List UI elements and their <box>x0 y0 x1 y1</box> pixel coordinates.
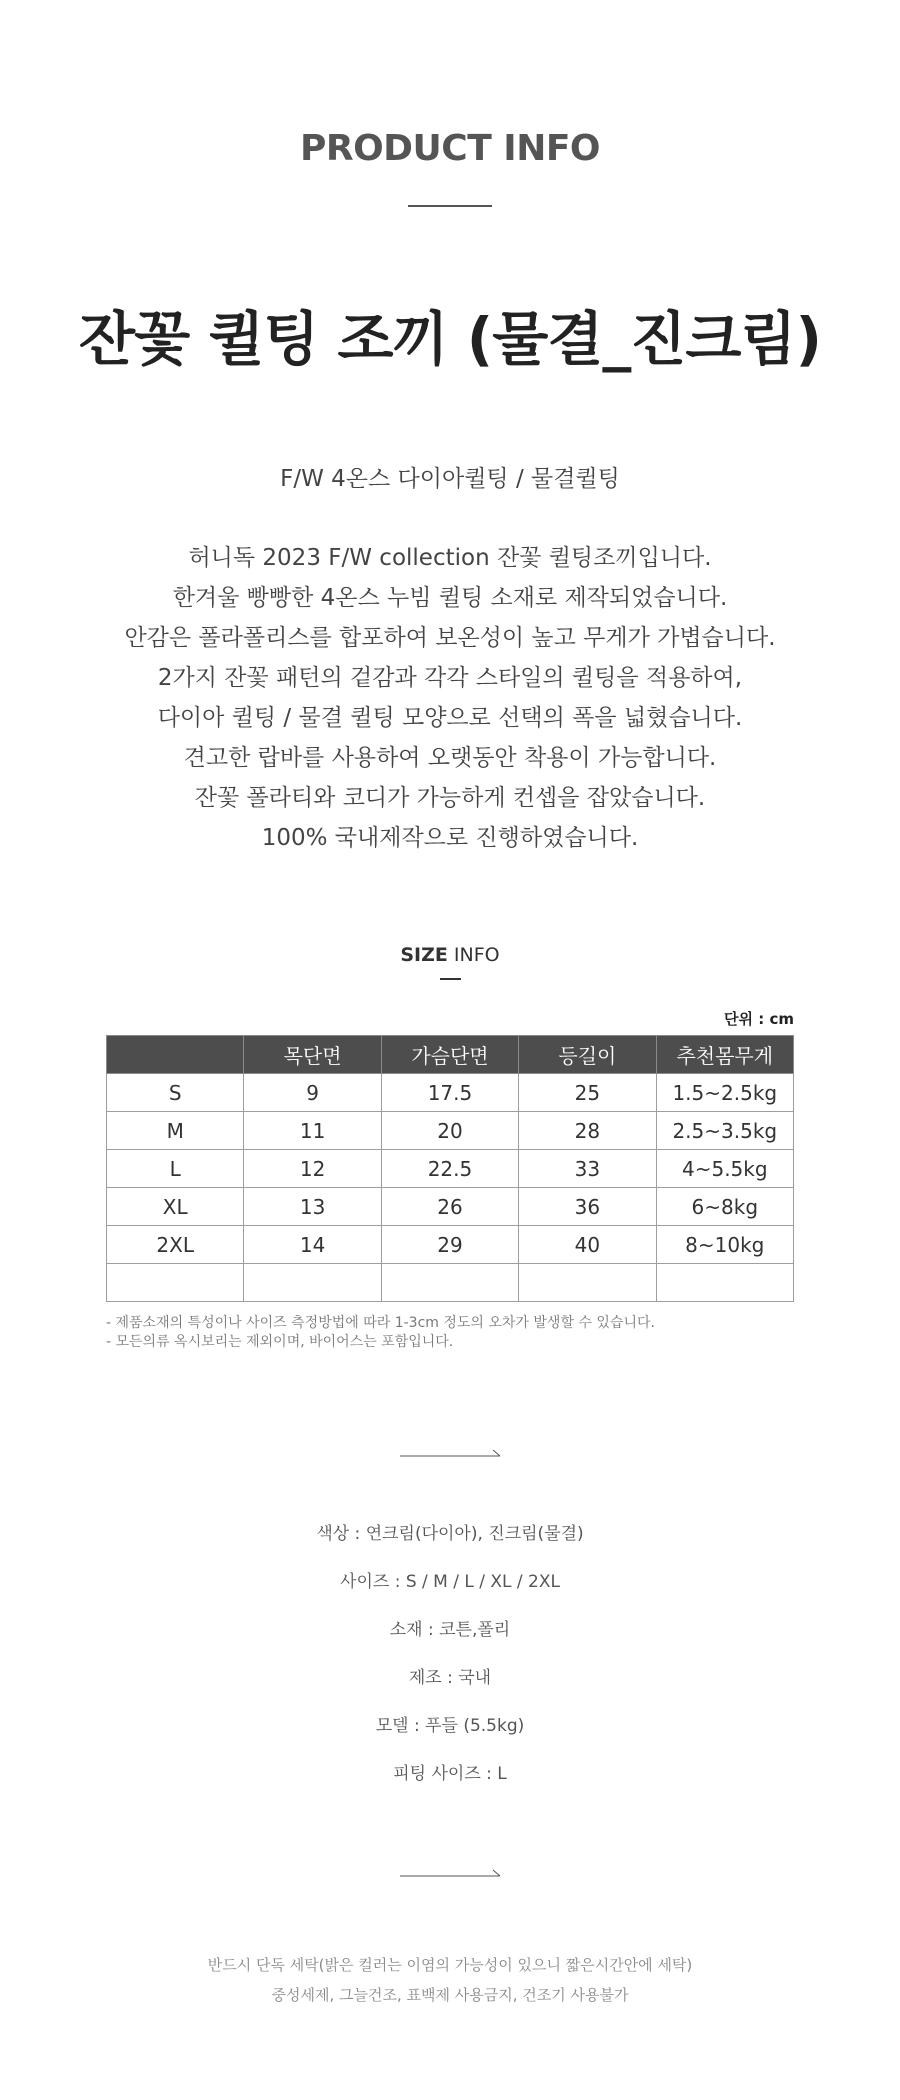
table-cell: 1.5~2.5kg <box>656 1074 793 1112</box>
table-cell: 2XL <box>107 1226 244 1264</box>
size-table <box>106 1035 794 1302</box>
table-cell: 4~5.5kg <box>656 1150 793 1188</box>
title-underline <box>408 205 492 207</box>
table-row <box>107 1112 794 1150</box>
table-cell: S <box>107 1074 244 1112</box>
spec-model: 모델 : 푸들 (5.5kg) <box>375 1716 525 1736</box>
table-cell: 28 <box>519 1112 656 1150</box>
spec-sizes: 사이즈 : S / M / L / XL / 2XL <box>340 1572 560 1592</box>
size-heading-bold: SIZE <box>400 944 448 966</box>
description-line: 한겨울 빵빵한 4온스 누빔 퀼팅 소재로 제작되었습니다. <box>172 585 728 611</box>
table-cell <box>381 1264 518 1302</box>
table-cell: L <box>107 1150 244 1188</box>
description-line: 허니독 2023 F/W collection 잔꽃 퀼팅조끼입니다. <box>188 545 712 571</box>
table-cell: 2.5~3.5kg <box>656 1112 793 1150</box>
table-header-cell: 추천몸무게 <box>656 1036 793 1074</box>
table-cell: 9 <box>244 1074 381 1112</box>
table-cell: 12 <box>244 1150 381 1188</box>
table-cell: M <box>107 1112 244 1150</box>
spec-fitting-size: 피팅 사이즈 : L <box>393 1764 507 1784</box>
table-cell: 20 <box>381 1112 518 1150</box>
table-header-cell: 가슴단면 <box>381 1036 518 1074</box>
size-notes <box>106 1314 655 1352</box>
care-instructions <box>0 1950 900 2010</box>
table-cell: 22.5 <box>381 1150 518 1188</box>
table-header-cell: 목단면 <box>244 1036 381 1074</box>
table-header-cell: 등길이 <box>519 1036 656 1074</box>
product-description <box>0 538 900 858</box>
table-cell: XL <box>107 1188 244 1226</box>
size-heading-underline <box>440 978 461 980</box>
table-cell <box>656 1264 793 1302</box>
table-row <box>107 1074 794 1112</box>
table-cell: 17.5 <box>381 1074 518 1112</box>
arrow-divider-icon <box>400 1447 502 1459</box>
description-line: 안감은 폴라폴리스를 합포하여 보온성이 높고 무게가 가볍습니다. <box>124 625 776 651</box>
table-cell: 6~8kg <box>656 1188 793 1226</box>
size-note: - 모든의류 옥시보리는 제외이며, 바이어스는 포함입니다. <box>106 1334 454 1350</box>
table-cell: 13 <box>244 1188 381 1226</box>
care-line: 반드시 단독 세탁(밝은 컬러는 이염의 가능성이 있으니 짧은시간안에 세탁) <box>207 1956 693 1974</box>
table-cell <box>107 1264 244 1302</box>
description-line: 2가지 잔꽃 패턴의 겉감과 각각 스타일의 퀼팅을 적용하여, <box>157 665 743 691</box>
table-header-row <box>107 1036 794 1074</box>
size-note: - 제품소재의 특성이나 사이즈 측정방법에 따라 1-3cm 정도의 오차가 발생할 수 있습니다. <box>106 1315 655 1331</box>
table-row-empty <box>107 1264 794 1302</box>
table-cell <box>519 1264 656 1302</box>
table-cell: 29 <box>381 1226 518 1264</box>
spec-origin: 제조 : 국내 <box>408 1668 492 1688</box>
table-cell: 40 <box>519 1226 656 1264</box>
description-line: 잔꽃 폴라티와 코디가 가능하게 컨셉을 잡았습니다. <box>194 785 706 811</box>
size-info-heading <box>0 944 900 966</box>
unit-label: 단위 : cm <box>724 1010 794 1028</box>
product-specs <box>0 1518 900 1806</box>
care-line: 중성세제, 그늘건조, 표백제 사용금지, 건조기 사용불가 <box>271 1986 629 2004</box>
spec-material: 소재 : 코튼,폴리 <box>389 1620 511 1640</box>
table-cell: 36 <box>519 1188 656 1226</box>
description-line: 견고한 랍바를 사용하여 오랫동안 착용이 가능합니다. <box>183 745 717 771</box>
table-cell: 26 <box>381 1188 518 1226</box>
size-heading-rest: INFO <box>447 944 500 966</box>
product-name: 잔꽃 퀼팅 조끼 (물결_진크림) <box>79 305 821 373</box>
arrow-divider-icon <box>400 1867 502 1879</box>
table-row <box>107 1188 794 1226</box>
table-row <box>107 1226 794 1264</box>
table-cell: 14 <box>244 1226 381 1264</box>
table-cell <box>244 1264 381 1302</box>
spec-color: 색상 : 연크림(다이아), 진크림(물결) <box>316 1524 584 1544</box>
table-row <box>107 1150 794 1188</box>
table-cell: 25 <box>519 1074 656 1112</box>
table-cell: 8~10kg <box>656 1226 793 1264</box>
description-line: 다이아 퀼팅 / 물결 퀼팅 모양으로 선택의 폭을 넓혔습니다. <box>157 705 743 731</box>
product-subtitle: F/W 4온스 다이아퀼팅 / 물결퀼팅 <box>280 466 620 492</box>
section-title: PRODUCT INFO <box>299 128 601 169</box>
table-header-cell <box>107 1036 244 1074</box>
description-line: 100% 국내제작으로 진행하였습니다. <box>261 825 639 851</box>
table-cell: 11 <box>244 1112 381 1150</box>
table-cell: 33 <box>519 1150 656 1188</box>
